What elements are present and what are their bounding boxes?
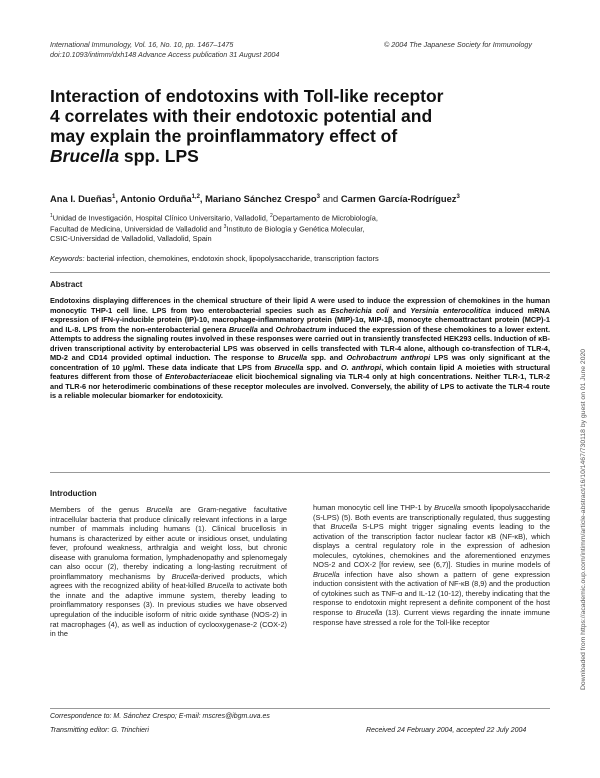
title-line: Brucella spp. LPS <box>50 146 199 166</box>
title-line: may explain the proinflammatory effect of <box>50 126 398 146</box>
author-list: Ana I. Dueñas$^1$, Antonio Orduña$^{1,2}$, Mariano Sánchez Crespo$^3$ and Carmen García-Rodríguez$^3$ <box>50 193 460 204</box>
paper-title <box>50 86 520 166</box>
download-watermark: Downloaded from https://academic.oup.com/intimm/article-abstract/16/10/1467/730118 by guest on 01 June 2020 <box>580 348 587 690</box>
intro-column-right: human monocytic cell line THP-1 by Brucella smooth lipopolysaccharide (S-LPS) (5). Both events are transcriptionally regulated, thus suggesting that Brucella S-LPS might trigger signaling events leading to the activation of the transcription factor nuclear factor κB (NF-κB), which displays a central regulatory role in the expression of adhesion molecules, cytokines, chemokines and the aforementioned enzymes NOS-2 and COX-2 [for review, see (6,7)]. Studies in murine models of Brucella infection have also shown a pattern of gene expression induction consistent with the activation of NF-κB (8,9) and the production of cytokines such as TNF-α and IL-12 (10-12), thereby indicating that the response to endotoxin might represent a definite component of the host response to Brucella (13). Current views regarding the innate immune response have stressed a role for the Toll-like receptor <box>313 503 551 627</box>
title-line: 4 correlates with their endotoxic potential and <box>50 106 433 126</box>
intro-column-left: Members of the genus Brucella are Gram-negative facultative intracellular bacteria that produce clinically relevant infections in a large number of mammals including humans (1). Clinical brucellosis in humans is characterized by either acute or insidious onset, undulating fever, profound weakness, arthralgia and weight loss, but chronic disease with granuloma formation, lymphadenopathy and splenomegaly can also occur (2), thereby indicating a long-lasting recruitment of proinflammatory mechanisms by Brucella-derived products, which agrees with the recognized ability of heat-killed Brucella to activate both the innate and the adaptive immune system, thereby leading to proinflammatory responses (3). In previous studies we have observed upregulation of the inducible isoform of nitric oxide synthase (NOS-2) in rat macrophages (4), as well as induction of cyclooxygenase-2 (COX-2) in the <box>50 505 287 639</box>
keywords: Keywords: bacterial infection, chemokines, endotoxin shock, lipopolysaccharide, transcription factors <box>50 254 379 263</box>
introduction-heading: Introduction <box>50 489 97 498</box>
journal-citation: International Immunology, Vol. 16, No. 10, pp. 1467–1475 <box>50 40 234 49</box>
copyright: © 2004 The Japanese Society for Immunology <box>384 40 532 49</box>
title-line: Interaction of endotoxins with Toll-like receptor <box>50 86 444 106</box>
correspondence: Correspondence to: M. Sánchez Crespo; E-mail: mscres@ibgm.uva.es <box>50 713 270 720</box>
author: Mariano Sánchez Crespo <box>205 193 317 204</box>
divider <box>50 472 550 473</box>
doi-line: doi:10.1093/intimm/dxh148 Advance Access publication 31 August 2004 <box>50 50 280 59</box>
divider <box>50 708 550 709</box>
transmitting-editor: Transmitting editor: G. Trinchieri <box>50 727 149 734</box>
abstract-heading: Abstract <box>50 280 83 289</box>
affiliations: $^1$Unidad de Investigación, Hospital Clínico Universitario, Valladolid, $^2$Departamento de Microbiología, Facultad de Medicina, Universidad de Valladolid and $^3$Instituto de Biología y Genética Molecular, CSIC-Universidad de Valladolid, Valladolid, Spain <box>50 213 378 244</box>
author: Antonio Orduña <box>120 193 192 204</box>
author: Carmen García-Rodríguez <box>340 193 457 204</box>
author: Ana I. Dueñas <box>50 193 112 204</box>
abstract-text: Endotoxins displaying differences in the chemical structure of their lipid A were used to induce the expression of chemokines in the human monocytic THP-1 cell line. LPS from two enterobacterial species such as Escherichia coli and Yersinia enterocolitica induced mRNA expression of IFN-γ-inducible protein (IP)-10, macrophage-inflammatory protein (MIP)-1α, MIP-1β, monocyte chemoattractant protein (MCP)-1 and IL-8. LPS from the non-enterobacterial genera Brucella and Ochrobactrum induced the expression of these chemokines to a lower extent. Attempts to address the signaling routes involved in these responses were carried out in transiently transfected HEK293 cells. Induction of κB-driven transcriptional activity by enterobacterial LPS was observed in cells transfected with TLR-4 alone, although co-transfection of TLR-4, MD-2 and CD14 provided optimal induction. The response to Brucella spp. and Ochrobactrum anthropi LPS was only significant at the concentration of 10 μg/ml. These data indicate that LPS from Brucella spp. and O. anthropi, which contain lipid A moieties with structural features different from those of Enterobacteriaceae elicit biochemical signaling via TLR-4 only at high concentrations. Neither TLR-1, TLR-2 and TLR-6 nor heterodimeric combinations of these receptor molecules are involved. Conversely, the ability of LPS to activate the TLR-4 route is a reliable molecular biomarker for endotoxicity. <box>50 296 551 401</box>
received-dates: Received 24 February 2004, accepted 22 July 2004 <box>366 727 527 734</box>
divider <box>50 272 550 273</box>
